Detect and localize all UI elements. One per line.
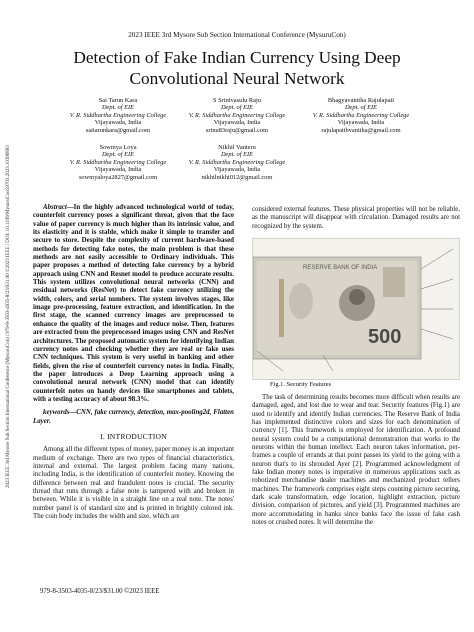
author-college: V. R. Siddhartha Engineering College: [69, 111, 167, 119]
author-city: Vijayawada, India: [213, 166, 261, 174]
author-block: [300, 97, 422, 134]
denomination-text: 500: [368, 326, 402, 348]
side-doi-notice: 2023 IEEE 3rd Mysore Sub Section International Conference (MysuruCon) | 979-8-3503-4035-8/23/$31.00 ©2023 IEEE | DOI: 10.1109/MysuruCon59703.2023.10396893: [5, 145, 11, 488]
author-email: nikhilnikhi012@gmail.com: [201, 173, 273, 181]
author-email: saitarunkara@gmail.com: [85, 126, 151, 134]
paper-title: Detection of Fake Indian Currency Using Deep Convolutional Neural Network: [73, 48, 401, 88]
author-block: [176, 144, 298, 181]
abstract-text: —In the highly advanced technological world of today, counterfeit currency poses a significant threat, given that the face value of paper currency is much higher than its intrinsic value, and its elasticity and it is stable, which make it simple to transfer and secure to store. Despite the complexity of current hardware-based methods for detecting fake notes, the main problem is that these methods are not easily accessible to Ordinary individuals. This paper proposes a method of detecting fake currency by a hybrid approach using CNN and Resnet model to produce accurate results. This system utilizes convolutional neural networks (CNN) and residual networks (ResNet) to detect fake currency utilizing the width, colors, and serial numbers. The system involves stages, like image pre-processing, feature extraction, and identification. In the first stage, the scanned currency images are preprocessed to enhance the quality of the images and reduce noise. Then, features are extracted from the preprocessed images using CNN and ResNet architectures. The proposed automatic system for identifying Indian currency notes and checking whether they are real or fake uses CNN techniques. This system is very useful in banking and other fields, given the rise of counterfeit currency notes in India. Finally, the paper introduces a Deep Learning approach using a convolutional neural network (CNN) model that can identify counterfeit notes on handy devices like smartphones and tablets, with a testing accuracy of about 98.3%.: [33, 204, 234, 403]
abstract-paragraph: [33, 204, 234, 404]
right-column-body: The task of determining results becomes more difficult when results are damaged, aged, and lost due to wear and tear. Security features (Fig.1) are used to identify and identify Indian currencies. The Reserve Bank of India has implemented distinctive colors and sizes for each denomination of currency [1]. This framework is employed for identification. A profound neural system could be a computational demonstration that works to the neurons within the human intellect. Each neuron takes information, per-frames a couple of errands at that point passes its yield to the going with a neuron that's to its shrouded Ayer [2]. Programmed acknowledgment of fake Indian money notes is imperative in numerous applications such as robotized merchandise dealer machines and mechanized product tellers machines. The framework comprises eight steps counting picture securing, dark scale transformation, edge location, highlight extraction, picture division, comparison of pictures, and yield [3]. Programmed machines are more accommodating in banks since banks face the issue of fake cash notes or crushed notes. It will determine the: [252, 394, 460, 527]
bank-label-text: RESERVE BANK OF INDIA: [303, 265, 378, 271]
author-college: V. R. Siddhartha Engineering College: [312, 111, 410, 119]
figure-caption: Fig.1. Security Features: [270, 381, 332, 388]
author-email: rajulapatibvanitha@gmail.com: [321, 126, 401, 134]
author-name: Sowmya Loya: [99, 144, 137, 151]
abstract-label: Abstract: [43, 204, 67, 211]
author-city: Vijayawada, India: [337, 119, 385, 127]
page-footer: 979-8-3503-4035-8/23/$31.00 ©2023 IEEE: [40, 588, 160, 595]
author-dept: Dept. of EIE: [220, 151, 254, 159]
section-heading-introduction: I. INTRODUCTION: [100, 431, 167, 441]
banknote-illustration: [253, 239, 459, 379]
right-column-top: considered external features. These physical properties will not be reliable, as the manuscript will disappear with circulation. Damaged results are not recognized by the system.: [252, 206, 460, 230]
intro-paragraph: Among all the different types of money, paper money is an important medium of exchange. There are two types of financial characteristics, internal and external. The largest problem facing many nations, including India, is the identification of counterfeit money. Knowing the difference between real and fraudulent notes is crucial. The security thread that runs through a false note is tampered with and broken in between. While it is visible in a straight line on a real note. The notes' number panel is of standard size and is printed in brightly colored ink. The coin body includes the width and size, which are: [33, 446, 234, 521]
author-dept: Dept. of EIE: [101, 104, 135, 112]
author-dept: Dept. of EIE: [344, 104, 378, 112]
author-city: Vijayawada, India: [213, 119, 261, 127]
security-features-figure: [252, 238, 460, 380]
author-name: Bhagyavanitha Rajulapati: [327, 97, 395, 104]
author-college: V. R. Siddhartha Engineering College: [188, 111, 286, 119]
author-email: sowmyaloya2827@gmail.com: [78, 173, 158, 181]
author-block: [58, 97, 178, 134]
author-dept: Dept. of EIE: [101, 151, 135, 159]
author-name: S Srinivasulu Raju: [213, 97, 261, 104]
author-email: srinu83raju@gmail.com: [205, 126, 269, 134]
author-name: Sai Tarun Kara: [98, 97, 138, 104]
author-name: Nikhil Vanteru: [218, 144, 256, 151]
author-dept: Dept. of EIE: [220, 104, 254, 112]
conference-header: 2023 IEEE 3rd Mysore Sub Section International Conference (MysuruCon): [128, 31, 346, 39]
author-college: V. R. Siddhartha Engineering College: [69, 158, 167, 166]
author-block: [176, 97, 298, 134]
author-city: Vijayawada, India: [94, 166, 142, 174]
left-column: [33, 204, 234, 521]
author-city: Vijayawada, India: [94, 119, 142, 127]
author-college: V. R. Siddhartha Engineering College: [188, 158, 286, 166]
keywords-line: keywords—CNN, fake currency, detection, max-pooling2d, Flatten Layer.: [33, 409, 234, 425]
author-block: [58, 144, 178, 181]
